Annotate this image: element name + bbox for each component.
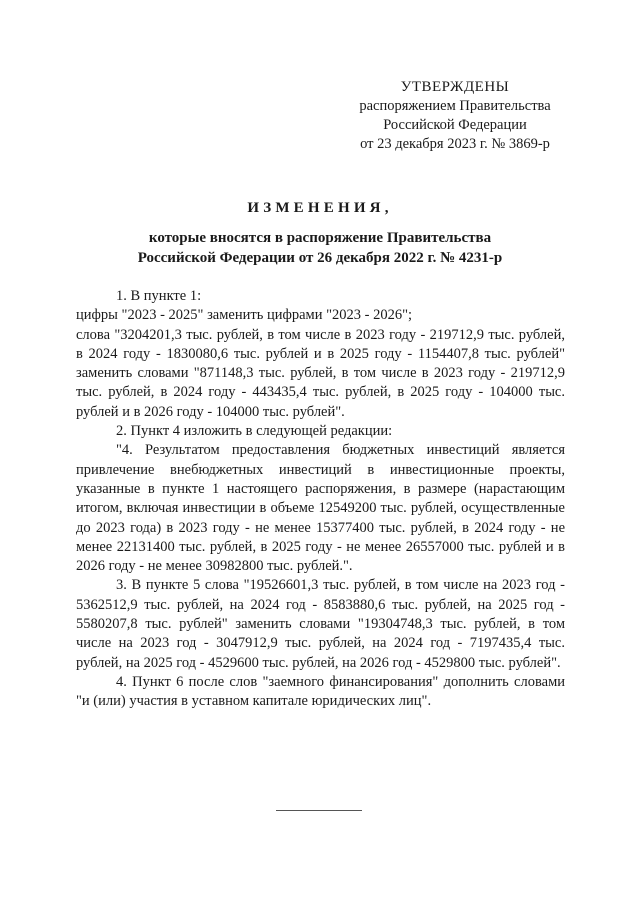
paragraph-4: 2. Пункт 4 изложить в следующей редакции:	[116, 423, 393, 440]
title-main: ИЗМЕНЕНИЯ,	[247, 200, 393, 216]
approval-line-2: Российской Федерации	[383, 117, 527, 133]
approval-line-1: распоряжением Правительства	[359, 98, 551, 114]
paragraph-7: 4. Пункт 6 после слов "заемного финансирования" дополнить словами "и (или) участия в уставном капитале юридических лиц".	[76, 673, 565, 710]
document-body	[76, 287, 565, 712]
paragraph-5: "4. Результатом предоставления бюджетных инвестиций является привлечение внебюджетных инвестиций в инвестиционные проекты, указанные в пункте 1 настоящего распоряжения, в размере (нарастающим итогом, включая инвестиции в объеме 12549200 тыс. рублей, осуществленные до 2023 года) в 2023 году - не менее 15377400 тыс. рублей, в 2024 году - не менее 22131400 тыс. рублей, в 2025 году - не менее 26557000 тыс. рублей и в 2026 году - не менее 30982800 тыс. рублей.".	[76, 442, 565, 575]
paragraph-1: 1. В пункте 1:	[116, 288, 202, 304]
paragraph-2: цифры "2023 - 2025" заменить цифрами "2023 - 2026";	[76, 307, 413, 324]
title-line-1: которые вносятся в распоряжение Правительства	[148, 230, 492, 246]
approval-heading: УТВЕРЖДЕНЫ	[400, 79, 510, 95]
approval-line-3: от 23 декабря 2023 г. № 3869-р	[360, 136, 550, 152]
separator-line	[276, 810, 362, 811]
paragraph-6: 3. В пункте 5 слова "19526601,3 тыс. рублей, в том числе на 2023 год - 5362512,9 тыс. рублей, на 2024 год - 8583880,6 тыс. рублей, на 2025 год - 5580207,8 тыс. рублей" заменить словами "19304748,3 тыс. рублей, в том числе на 2023 год - 3047912,9 тыс. рублей, на 2024 год - 7197435,4 тыс. рублей, на 2025 год - 4529600 тыс. рублей, на 2026 год - 4529800 тыс. рублей".	[76, 577, 565, 671]
document-title	[60, 198, 580, 268]
title-line-2: Российской Федерации от 26 декабря 2022 г. № 4231-р	[137, 250, 503, 266]
approval-block	[330, 78, 580, 154]
paragraph-3: слова "3204201,3 тыс. рублей, в том числе в 2023 году - 219712,9 тыс. рублей, в 2024 году - 1830080,6 тыс. рублей и в 2025 году - 1154407,8 тыс. рублей" заменить словами "871148,3 тыс. рублей, в том числе в 2023 году - 219712,9 тыс. рублей, в 2024 году - 443435,4 тыс. рублей, в 2025 году - 104000 тыс. рублей и в 2026 году - 104000 тыс. рублей".	[76, 326, 565, 420]
